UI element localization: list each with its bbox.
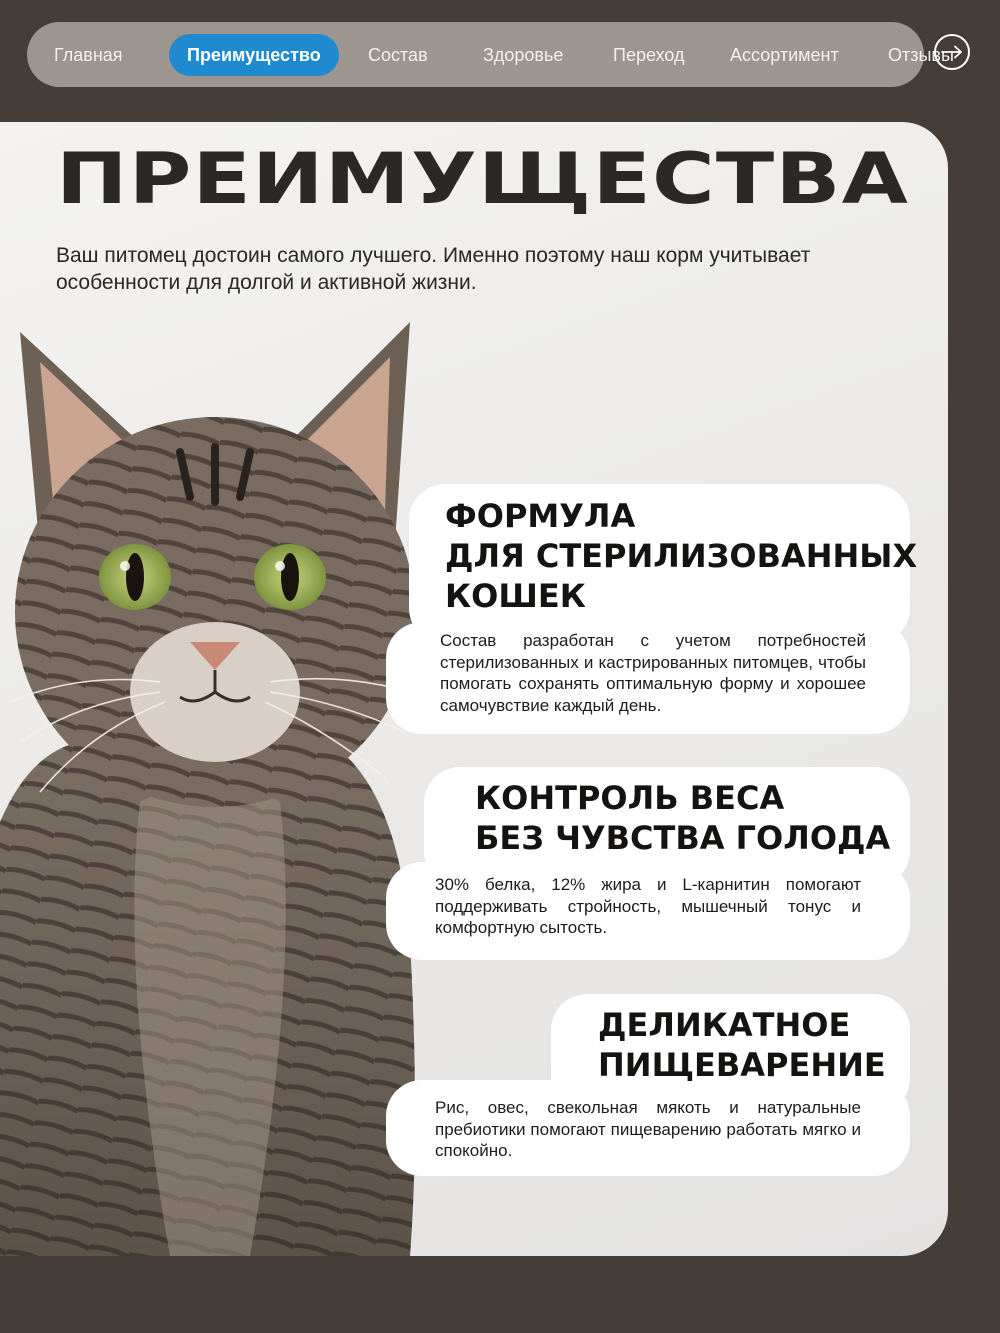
nav-item-composition[interactable]: Состав xyxy=(368,45,428,65)
nav-next-button[interactable] xyxy=(934,34,970,70)
top-nav xyxy=(27,22,954,87)
feature-text: 30% белка, 12% жира и L-карнитин помогают поддерживать стройность, мышечный тонус и комфортную сытость. xyxy=(435,875,861,937)
feature-text: Состав разработан с учетом потребностей стерилизованных и кастрированных питомцев, чтобы помогать сохранять оптимальную форму и хорошее самочувствие каждый день. xyxy=(440,631,866,715)
feature-text: Рис, овес, свекольная мякоть и натуральные пребиотики помогают пищеварению работать мягко и спокойно. xyxy=(435,1098,861,1160)
nav-item-benefits[interactable]: Преимущество xyxy=(169,34,339,76)
nav-item-health[interactable]: Здоровье xyxy=(483,45,564,65)
nav-item-assortment[interactable]: Ассортимент xyxy=(730,45,839,65)
benefits-section xyxy=(0,122,948,1256)
nav-item-transition[interactable]: Переход xyxy=(613,45,685,65)
feature-title: ФОРМУЛА ДЛЯ СТЕРИЛИЗОВАННЫХ КОШЕК xyxy=(445,497,918,615)
tabby-cat-image xyxy=(0,322,420,1256)
feature-title: КОНТРОЛЬ ВЕСА БЕЗ ЧУВСТВА ГОЛОДА xyxy=(475,779,891,857)
feature-title: ДЕЛИКАТНОЕ ПИЩЕВАРЕНИЕ xyxy=(598,1006,886,1084)
page-title: ПРЕИМУЩЕСТВА xyxy=(56,138,910,220)
nav-item-reviews[interactable]: Отзывы xyxy=(888,45,954,65)
page-subtitle: Ваш питомец достоин самого лучшего. Именно поэтому наш корм учитывает особенности для долгой и активной жизни. xyxy=(56,244,811,294)
nav-item-home[interactable]: Главная xyxy=(54,45,123,65)
arrow-right-icon xyxy=(941,45,963,59)
